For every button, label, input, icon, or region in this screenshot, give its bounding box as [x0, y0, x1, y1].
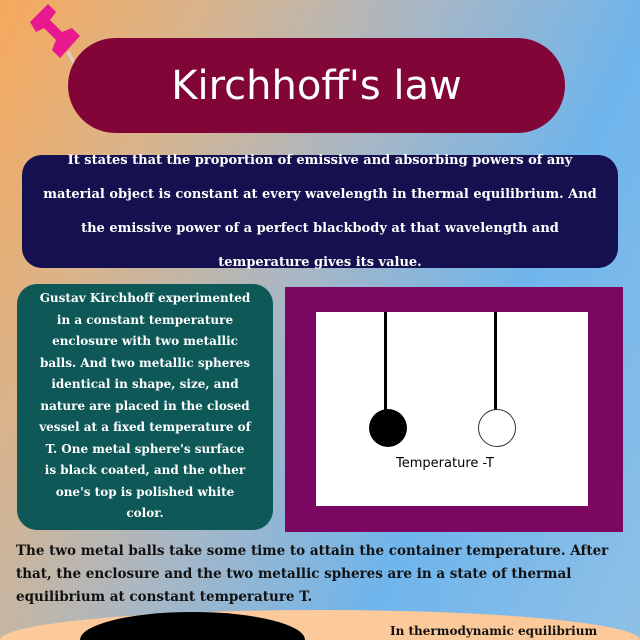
experiment-box	[17, 284, 273, 530]
equilibrium-paragraph: The two metal balls take some time to attain the container temperature. After that, the enclosure and the two metallic spheres are in a state of thermal equilibrium at constant temperature T.	[16, 543, 609, 605]
black-sphere	[369, 409, 407, 447]
enclosure-interior	[316, 312, 588, 506]
page-title: Kirchhoff's law	[68, 38, 565, 133]
experiment-text: Gustav Kirchhoff experimented in a constant temperature enclosure with two metallic balls. And two metallic spheres identical in shape, size, and nature are placed in the closed vessel at a fixed temperature of T. One metal sphere's surface is black coated, and the other one's top is polished white color.	[39, 291, 251, 520]
definition-text: It states that the proportion of emissive and absorbing powers of any material object is constant at every wavelength in thermal equilibrium. And the emissive power of a perfect blackbody at that wavelength and temperature gives its value.	[43, 152, 597, 270]
definition-box	[22, 152, 618, 270]
footer-text: In thermodynamic equilibrium	[390, 624, 598, 638]
temperature-label: Temperature -T	[396, 456, 494, 471]
white-ball-string	[494, 312, 497, 412]
black-ball-string	[384, 312, 387, 412]
white-sphere	[478, 409, 516, 447]
